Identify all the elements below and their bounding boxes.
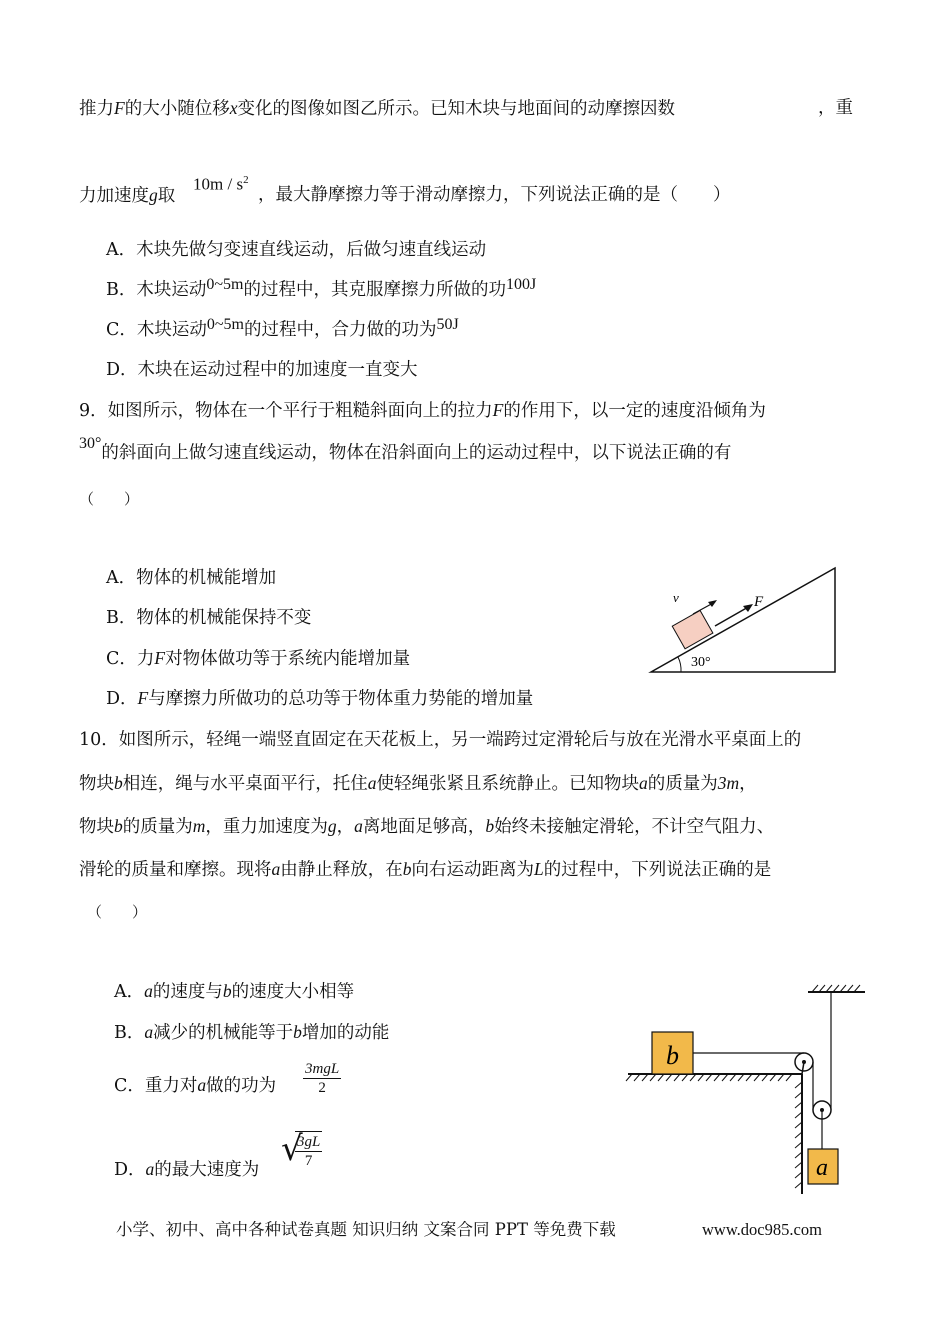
q10-option-b	[114, 1020, 389, 1045]
q9-option-a: A．物体的机械能增加	[106, 568, 277, 588]
text: 的速度与	[152, 982, 223, 1002]
angle: 30°	[79, 435, 102, 452]
var-a: a	[197, 1075, 207, 1095]
velocity-label: v	[673, 590, 679, 605]
unit-text: 10m / s	[193, 174, 244, 194]
var-a: a	[639, 773, 648, 793]
force-label: F	[754, 594, 764, 610]
q9-stem-line1	[79, 398, 766, 423]
var-b: b	[402, 859, 412, 879]
q10-stem-line1: 10．如图所示，轻绳一端竖直固定在天花板上，另一端跨过定滑轮后与放在光滑水平桌面上的	[79, 730, 802, 750]
incline-figure	[645, 562, 845, 682]
text: 使轻绳张紧且系统静止。已知物块	[376, 774, 639, 794]
var-F: F	[154, 648, 166, 668]
denominator: 2	[318, 1080, 326, 1096]
var-b: b	[114, 773, 123, 793]
text: ，重力加速度为	[205, 817, 328, 837]
text: 的过程中，下列说法正确的是	[543, 860, 772, 880]
q9-option-d	[106, 686, 533, 711]
text: 由静止释放，在	[280, 860, 403, 880]
sliding-box	[672, 610, 713, 648]
var-b: b	[485, 816, 495, 836]
q8-option-d: D．木块在运动过程中的加速度一直变大	[106, 360, 418, 380]
text: 取	[157, 186, 176, 206]
text: 滑轮的质量和摩擦。现将	[79, 860, 272, 880]
q8-stem-line2-end: ，最大静摩擦力等于滑动摩擦力，下列说法正确的是（ ）	[258, 185, 731, 205]
text: 变化的图像如图乙所示。已知木块与地面间的动摩擦因数	[237, 99, 675, 119]
text: 的最大速度为	[154, 1160, 260, 1180]
range: 0~5m	[206, 316, 244, 333]
value: 50J	[436, 316, 459, 333]
text: 的大小随位移	[124, 99, 230, 119]
var-F: F	[114, 98, 125, 118]
range: 0~5m	[206, 276, 244, 293]
var-b: b	[114, 816, 123, 836]
q10-stem-line4	[79, 857, 771, 882]
force-arrow-shaft	[715, 606, 750, 626]
q9-option-c	[106, 646, 410, 671]
var-F: F	[492, 400, 504, 420]
text: A．	[114, 982, 145, 1002]
text: 推力	[79, 99, 114, 119]
q10-option-d-sqrt	[281, 1131, 322, 1170]
text: 力加速度	[79, 186, 149, 206]
text: 离地面足够高，	[362, 817, 486, 837]
q8-stem-line1	[79, 96, 675, 121]
text: 与摩擦力所做功的总功等于物体重力势能的增加量	[148, 689, 534, 709]
text: C．力	[106, 649, 155, 669]
text: 增加的动能	[301, 1023, 390, 1043]
text: 物块	[79, 774, 114, 794]
block-a-label: a	[816, 1155, 828, 1181]
var-b: b	[293, 1022, 302, 1042]
radical-sign: √	[281, 1129, 303, 1169]
text: 的过程中，合力做的功为	[244, 320, 437, 340]
text: D．	[114, 1160, 146, 1180]
text: B．木块运动	[106, 280, 207, 300]
q10-option-d	[114, 1157, 259, 1182]
q9-option-b: B．物体的机械能保持不变	[106, 608, 312, 628]
var-a: a	[145, 1159, 155, 1179]
text: ，	[336, 817, 355, 837]
q9-stem-line2	[79, 435, 732, 466]
text: D．	[106, 689, 138, 709]
var-a: a	[144, 981, 153, 1001]
q9-answer-bracket: （ ）	[79, 490, 140, 508]
var-x: x	[229, 98, 238, 118]
text: 的过程中，其克服摩擦力所做的功	[243, 280, 506, 300]
var-g: g	[149, 185, 158, 205]
var-b: b	[222, 981, 232, 1001]
q8-stem-line2	[79, 183, 175, 208]
text: 的作用下，以一定的速度沿倾角为	[503, 401, 766, 421]
denominator: 7	[304, 1153, 313, 1169]
text: 对物体做功等于系统内能增加量	[165, 649, 411, 669]
incline-triangle	[651, 568, 835, 672]
q10-option-a	[114, 979, 354, 1004]
var-a: a	[144, 1022, 154, 1042]
q8-option-c	[106, 318, 459, 343]
footer-text: 小学、初中、高中各种试卷真题 知识归纳 文案合同 PPT 等免费下载	[116, 1220, 616, 1239]
q8-gravity-value	[193, 168, 249, 197]
text: 9．如图所示，物体在一个平行于粗糙斜面向上的拉力	[79, 401, 493, 421]
text: C．木块运动	[106, 320, 207, 340]
q10-stem-line2	[79, 771, 757, 796]
text: 向右运动距离为	[411, 860, 534, 880]
var-F: F	[137, 688, 149, 708]
unit-exponent: 2	[243, 174, 249, 186]
q10-option-c	[114, 1073, 276, 1098]
q10-stem-line3	[79, 814, 774, 839]
var-g: g	[327, 816, 337, 836]
text: 始终未接触定滑轮，不计空气阻力、	[494, 817, 775, 837]
text: 做的功为	[206, 1076, 277, 1096]
text: 相连，绳与水平桌面平行，托住	[122, 774, 368, 794]
text: 减少的机械能等于	[153, 1023, 294, 1043]
box	[672, 610, 713, 648]
footer-url[interactable]: www.doc985.com	[702, 1220, 822, 1239]
numerator: 3gL	[297, 1134, 321, 1150]
text: 的质量为	[647, 774, 718, 794]
angle-label: 30°	[691, 655, 711, 670]
var-a: a	[354, 816, 363, 836]
var-L: L	[534, 859, 544, 879]
pulley-figure	[620, 982, 870, 1197]
q10-answer-bracket: （ ）	[87, 903, 148, 921]
table-hatch	[626, 1074, 792, 1081]
q8-option-b	[106, 278, 536, 303]
var-a: a	[367, 773, 377, 793]
text: B．	[114, 1023, 145, 1043]
text: 的速度大小相等	[231, 982, 355, 1002]
velocity-arrowhead	[708, 600, 717, 607]
q10-option-c-fraction	[303, 1060, 341, 1097]
angle-arc	[678, 657, 681, 672]
numerator: 3mgL	[305, 1061, 340, 1077]
force-arrowhead	[743, 604, 753, 612]
text: C．重力对	[114, 1076, 198, 1096]
value: 100J	[505, 276, 537, 293]
mass-a: 3m	[717, 773, 740, 793]
var-a: a	[271, 859, 281, 879]
q8-option-a: A．木块先做匀变速直线运动，后做匀速直线运动	[106, 240, 487, 260]
edge-hatch	[795, 1082, 802, 1188]
mass-b: m	[192, 816, 206, 836]
text: 的斜面向上做匀速直线运动，物体在沿斜面向上的运动过程中，以下说法正确的有	[101, 443, 732, 463]
text: 物块	[79, 817, 114, 837]
ceiling-hatch	[812, 985, 860, 992]
text: 的质量为	[122, 817, 193, 837]
q8-stem-line1-end: ，重	[818, 98, 853, 118]
block-b-label: b	[666, 1041, 679, 1070]
text: ，	[739, 774, 757, 794]
